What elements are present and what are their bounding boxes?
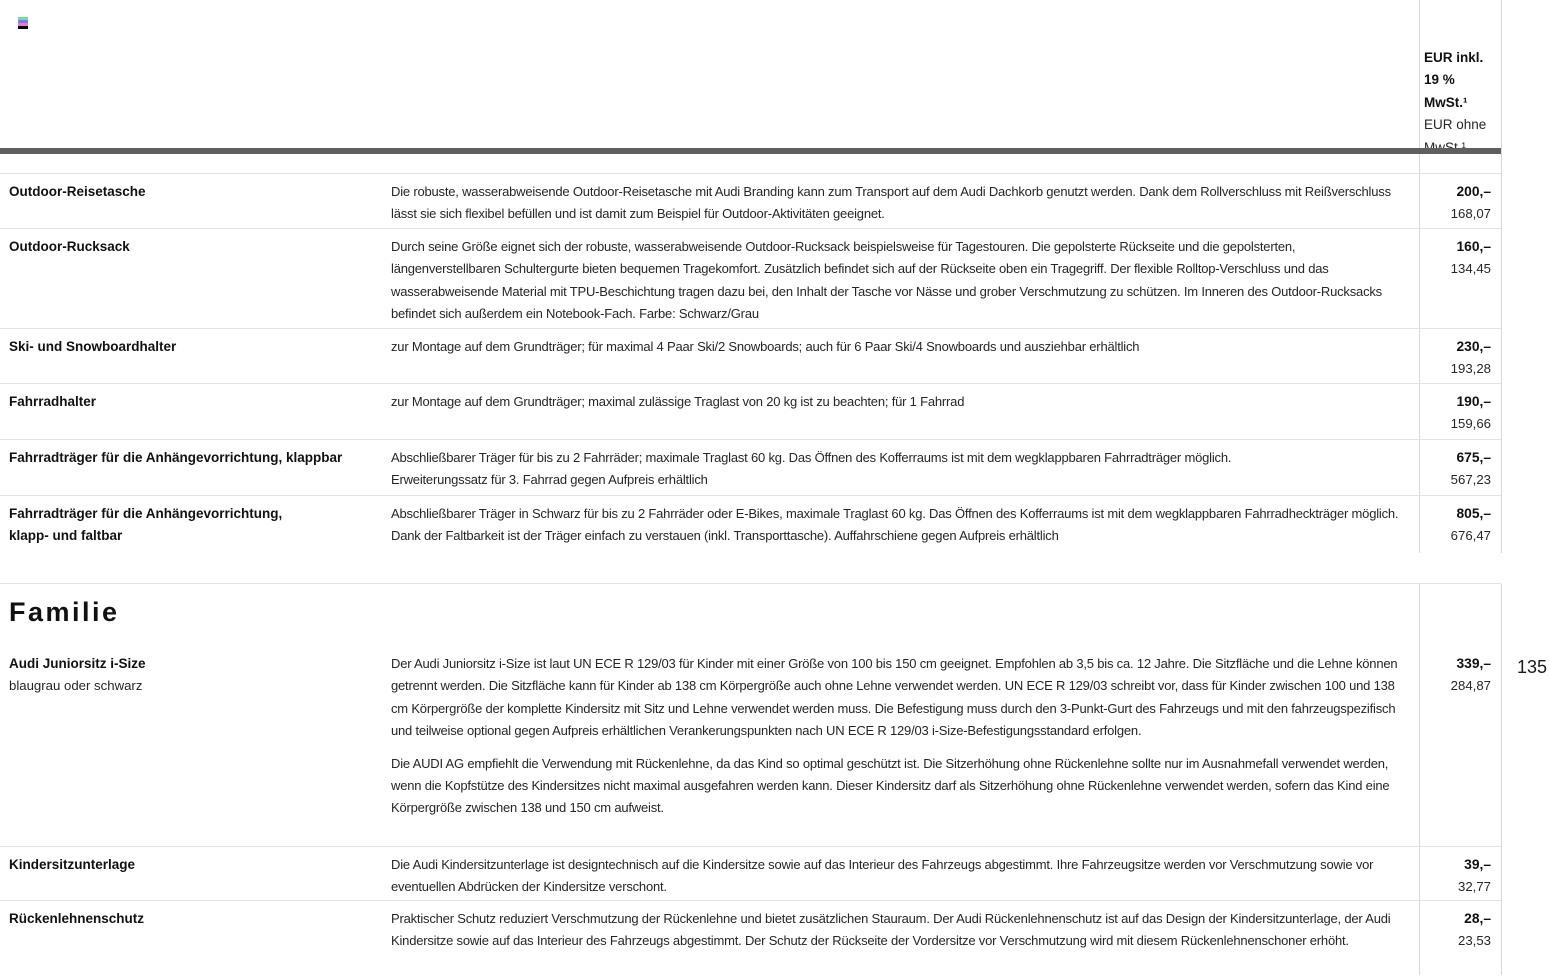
product-name-line2: klapp- und faltbar (9, 528, 123, 543)
price-net: 168,07 (1450, 206, 1491, 222)
table-row (0, 439, 1501, 495)
product-description: Abschließbarer Träger in Schwarz für bis zu 2 Fahrräder oder E-Bikes, maximale Traglast 60 kg. Das Öffnen des Kofferraums ist mit dem wegklappbaren Fahrradheckträger möglich. Dank der Faltbarkeit ist der Träger einfach zu verstauen (inkl. Transporttasche). Auffahrschiene gegen Aufpreis erhältlich (391, 506, 1399, 544)
product-description: Die robuste, wasserabweisende Outdoor-Reisetasche mit Audi Branding kann zum Transport auf dem Audi Dachkorb genutzt werden. Dank dem Rollverschluss mit Reißverschluss lässt sie sich flexibel befüllen und ist damit zum Beispiel für Outdoor-Aktivitäten geeignet. (391, 184, 1391, 222)
table-row (0, 646, 1501, 846)
product-description: Der Audi Juniorsitz i-Size ist laut UN ECE R 129/03 für Kinder mit einer Größe von 100 bis 150 cm geeignet. Empfohlen ab 3,5 bis ca. 12 Jahre. Die Sitzfläche und die Lehne können getrennt werden. Die Sitzfläche kann für Kinder ab 138 cm Körpergröße auch ohne Lehne verwendet werden. UN ECE R 129/03 schreibt vor, dass für Kinder zwischen 100 und 138 cm Körpergröße der komplette Kindersitz mit Sitz und Lehne verwendet werden muss. Die Befestigung muss durch den 3-Punkt-Gurt des Fahrzeugs und mit den fahrzeugspezifisch und teilweise optional gegen Aufpreis erhältlichen Verankerungspunkten nach UN ECE R 129/03 i-Size-Befestigungsstandard erfolgen. (391, 656, 1398, 739)
page-number: 135 (1517, 657, 1548, 677)
table-row (0, 328, 1501, 383)
product-description: Die AUDI AG empfiehlt die Verwendung mit Rückenlehne, da das Kind so optimal geschützt ist. Die Sitzerhöhung ohne Rückenlehne sollte nur im Ausnahmefall verwendet werden, wenn die Kopfstütze des Kindersitzes nicht maximal ausgefahren werden kann. Dieser Kindersitz darf als Sitzerhöhung ohne Rückenlehne verwendet werden, sofern das Kind eine Körpergröße zwischen 138 und 150 cm aufweist. (391, 755, 1390, 816)
price-header-net-line1: EUR ohne (1424, 117, 1487, 133)
price-net: 284,87 (1450, 678, 1491, 694)
table-row (0, 495, 1501, 555)
price-net: 134,45 (1450, 261, 1491, 277)
table-row (0, 173, 1501, 228)
product-name: Fahrradhalter (9, 394, 97, 409)
print-color-mark-icon (18, 17, 28, 29)
product-name: Kindersitzunterlage (9, 857, 136, 872)
price-net: 567,23 (1450, 472, 1491, 488)
table-row (0, 846, 1501, 900)
price-gross: 339,– (1456, 656, 1491, 671)
price-net: 32,77 (1457, 879, 1491, 895)
product-name: Outdoor-Reisetasche (9, 184, 146, 199)
price-column-line-right (1501, 0, 1502, 553)
product-description: Abschließbarer Träger für bis zu 2 Fahrräder; maximale Traglast 60 kg. Das Öffnen des Kofferraums ist mit dem wegklappbaren Fahrradträger möglich. (391, 450, 1232, 465)
product-description: Durch seine Größe eignet sich der robuste, wasserabweisende Outdoor-Rucksack beispielsweise für Tagestouren. Die gepolsterte Rückseite und die gepolsterten, längenverstellbaren Schultergurte bieten bequemen Tragekomfort. Zusätzlich befindet sich auf der Rückseite oben ein Tragegriff. Der flexible Rolltop-Verschluss und das wasserabweisende Material mit TPU-Beschichtung tragen dazu bei, den Inhalt der Tasche vor Nässe und grober Verschmutzung zu schützen. Im Inneren des Outdoor-Rucksacks befindet sich außerdem ein Notebook-Fach. Farbe: Schwarz/Grau (391, 239, 1382, 322)
accessories-table (0, 173, 1501, 555)
product-name: Ski- und Snowboardhalter (9, 339, 177, 354)
price-column-line-right-familie (1501, 584, 1502, 975)
product-description: Praktischer Schutz reduziert Verschmutzung der Rückenlehne und bietet zusätzlichen Stauraum. Der Audi Rückenlehnenschutz ist auf das Design der Kindersitzunterlage, der Audi Kindersitze sowie auf das Interieur des Fahrzeugs abgestimmt. Der Schutz der Rückseite der Vordersitze vor Verschmutzung wird mit diesem Rückenlehnenschoner erhöht. (391, 911, 1391, 949)
price-header-gross-line1: EUR inkl. (1424, 50, 1484, 65)
table-row (0, 383, 1501, 439)
table-row (0, 228, 1501, 328)
price-net: 193,28 (1450, 361, 1491, 377)
product-name: Rückenlehnenschutz (9, 911, 145, 926)
price-gross: 39,– (1464, 857, 1491, 872)
section-heading-familie: Familie (9, 597, 120, 627)
price-gross: 28,– (1464, 911, 1491, 926)
price-net: 159,66 (1450, 416, 1491, 432)
product-description: Erweiterungssatz für 3. Fahrrad gegen Aufpreis erhältlich (391, 472, 708, 488)
familie-section (0, 583, 1501, 976)
price-gross: 230,– (1456, 339, 1491, 354)
price-net: 676,47 (1450, 528, 1491, 544)
price-gross: 160,– (1456, 239, 1491, 254)
section-divider-rule (0, 148, 1501, 154)
product-subtitle: blaugrau oder schwarz (9, 678, 143, 693)
price-column-header (1424, 47, 1500, 159)
product-name: Audi Juniorsitz i-Size (9, 656, 146, 671)
product-description: zur Montage auf dem Grundträger; für maximal 4 Paar Ski/2 Snowboards; auch für 6 Paar Ski/4 Snowboards und ausziehbar erhältlich (391, 339, 1140, 354)
price-net: 23,53 (1457, 933, 1491, 949)
product-name: Outdoor-Rucksack (9, 239, 130, 254)
product-description: Die Audi Kindersitzunterlage ist designtechnisch auf die Kindersitze sowie auf das Interieur des Fahrzeugs abgestimmt. Ihre Fahrzeugsitze werden vor Verschmutzung sowie vor eventuellen Abdrücken der Kindersitze verschont. (391, 857, 1374, 895)
price-header-gross-line2: 19 % MwSt.¹ (1424, 72, 1468, 110)
mark-stripe-black (18, 26, 28, 29)
product-name: Fahrradträger für die Anhängevorrichtung, klappbar (9, 450, 343, 465)
price-gross: 200,– (1456, 184, 1491, 199)
price-gross: 805,– (1456, 506, 1491, 521)
product-name: Fahrradträger für die Anhängevorrichtung, (9, 506, 283, 521)
product-description: zur Montage auf dem Grundträger; maximal zulässige Traglast von 20 kg ist zu beachten; für 1 Fahrrad (391, 394, 965, 409)
price-gross: 675,– (1456, 450, 1491, 465)
table-row (0, 900, 1501, 976)
price-gross: 190,– (1456, 394, 1491, 409)
